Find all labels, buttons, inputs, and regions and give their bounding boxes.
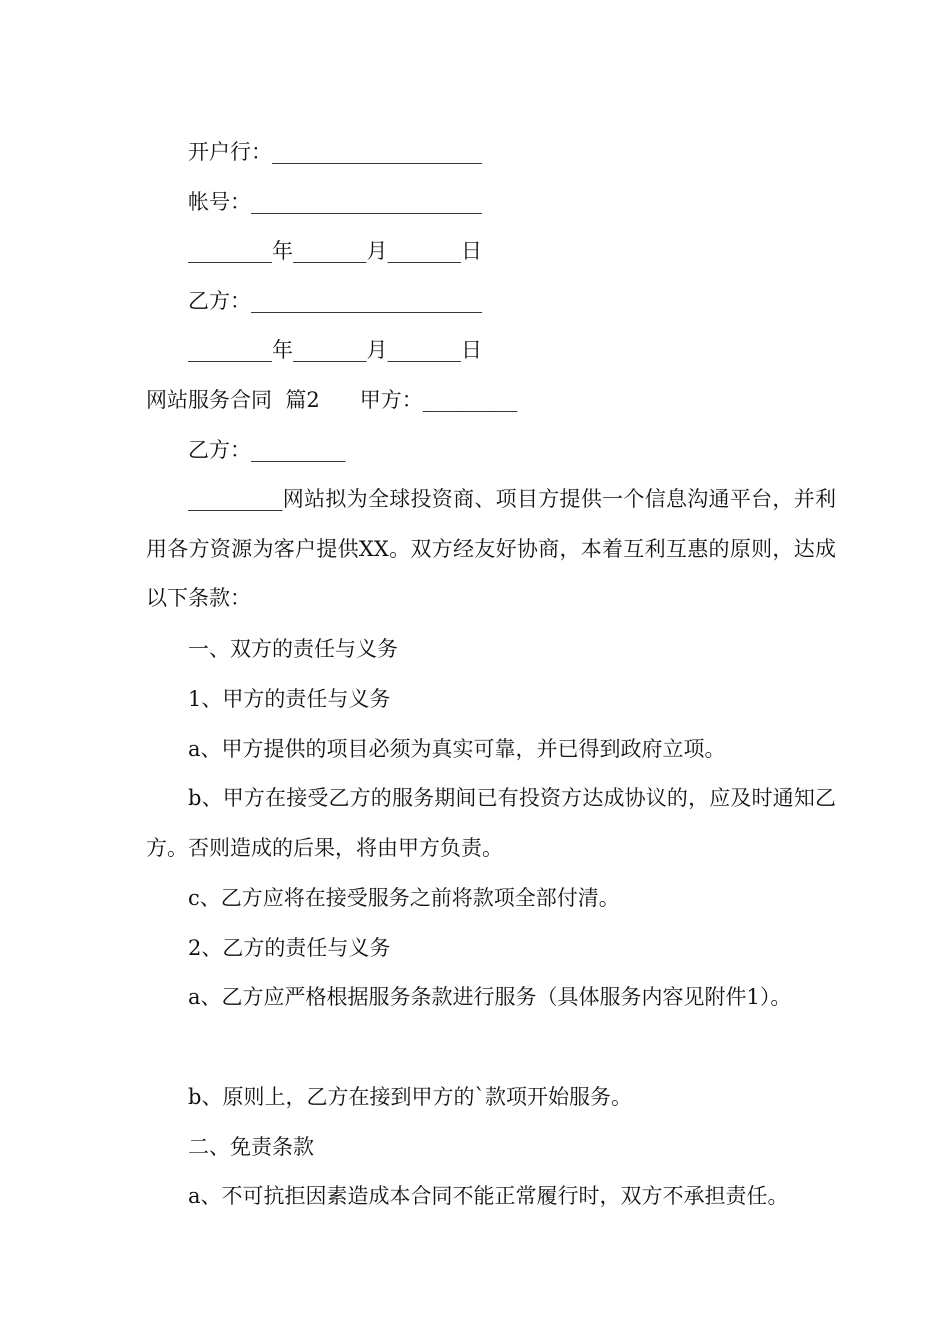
clause-1-1-c: c、乙方应将在接受服务之前将款项全部付清。 — [188, 886, 620, 910]
clause-1-1-a: a、甲方提供的项目必须为真实可靠，并已得到政府立项。 — [188, 737, 726, 761]
party-b-line: 乙方：_________ — [188, 438, 346, 462]
clause-1-1-b: b、甲方在接受乙方的服务期间已有投资方达成协议的，应及时通知乙方。否则造成的后果，将由甲方负责。 — [146, 786, 836, 860]
account-line: 帐号：______________________ — [188, 190, 482, 214]
clause-1-2-a: a、乙方应严格根据服务条款进行服务（具体服务内容见附件1）。 — [188, 985, 792, 1009]
section-heading: 网站服务合同 篇2 甲方：_________ — [146, 388, 518, 412]
party-b-signature-line: 乙方：______________________ — [188, 289, 482, 313]
clause-1-2-b: b、原则上，乙方在接到甲方的`款项开始服务。 — [188, 1085, 632, 1109]
date-line-1: ________年_______月_______日 — [188, 239, 482, 263]
clause-1-2-heading: 2、乙方的责任与义务 — [188, 936, 391, 960]
date-line-2: ________年_______月_______日 — [188, 338, 482, 362]
clause-1-heading: 一、双方的责任与义务 — [188, 637, 398, 661]
intro-paragraph: _________网站拟为全球投资商、项目方提供一个信息沟通平台，并利用各方资源为客户提供XX。双方经友好协商，本着互利互惠的原则，达成以下条款： — [146, 487, 836, 610]
clause-2-a: a、不可抗拒因素造成本合同不能正常履行时，双方不承担责任。 — [188, 1184, 789, 1208]
clause-2-heading: 二、免责条款 — [188, 1135, 314, 1159]
bank-line: 开户行：____________________ — [188, 140, 482, 164]
clause-1-1-heading: 1、甲方的责任与义务 — [188, 687, 391, 711]
